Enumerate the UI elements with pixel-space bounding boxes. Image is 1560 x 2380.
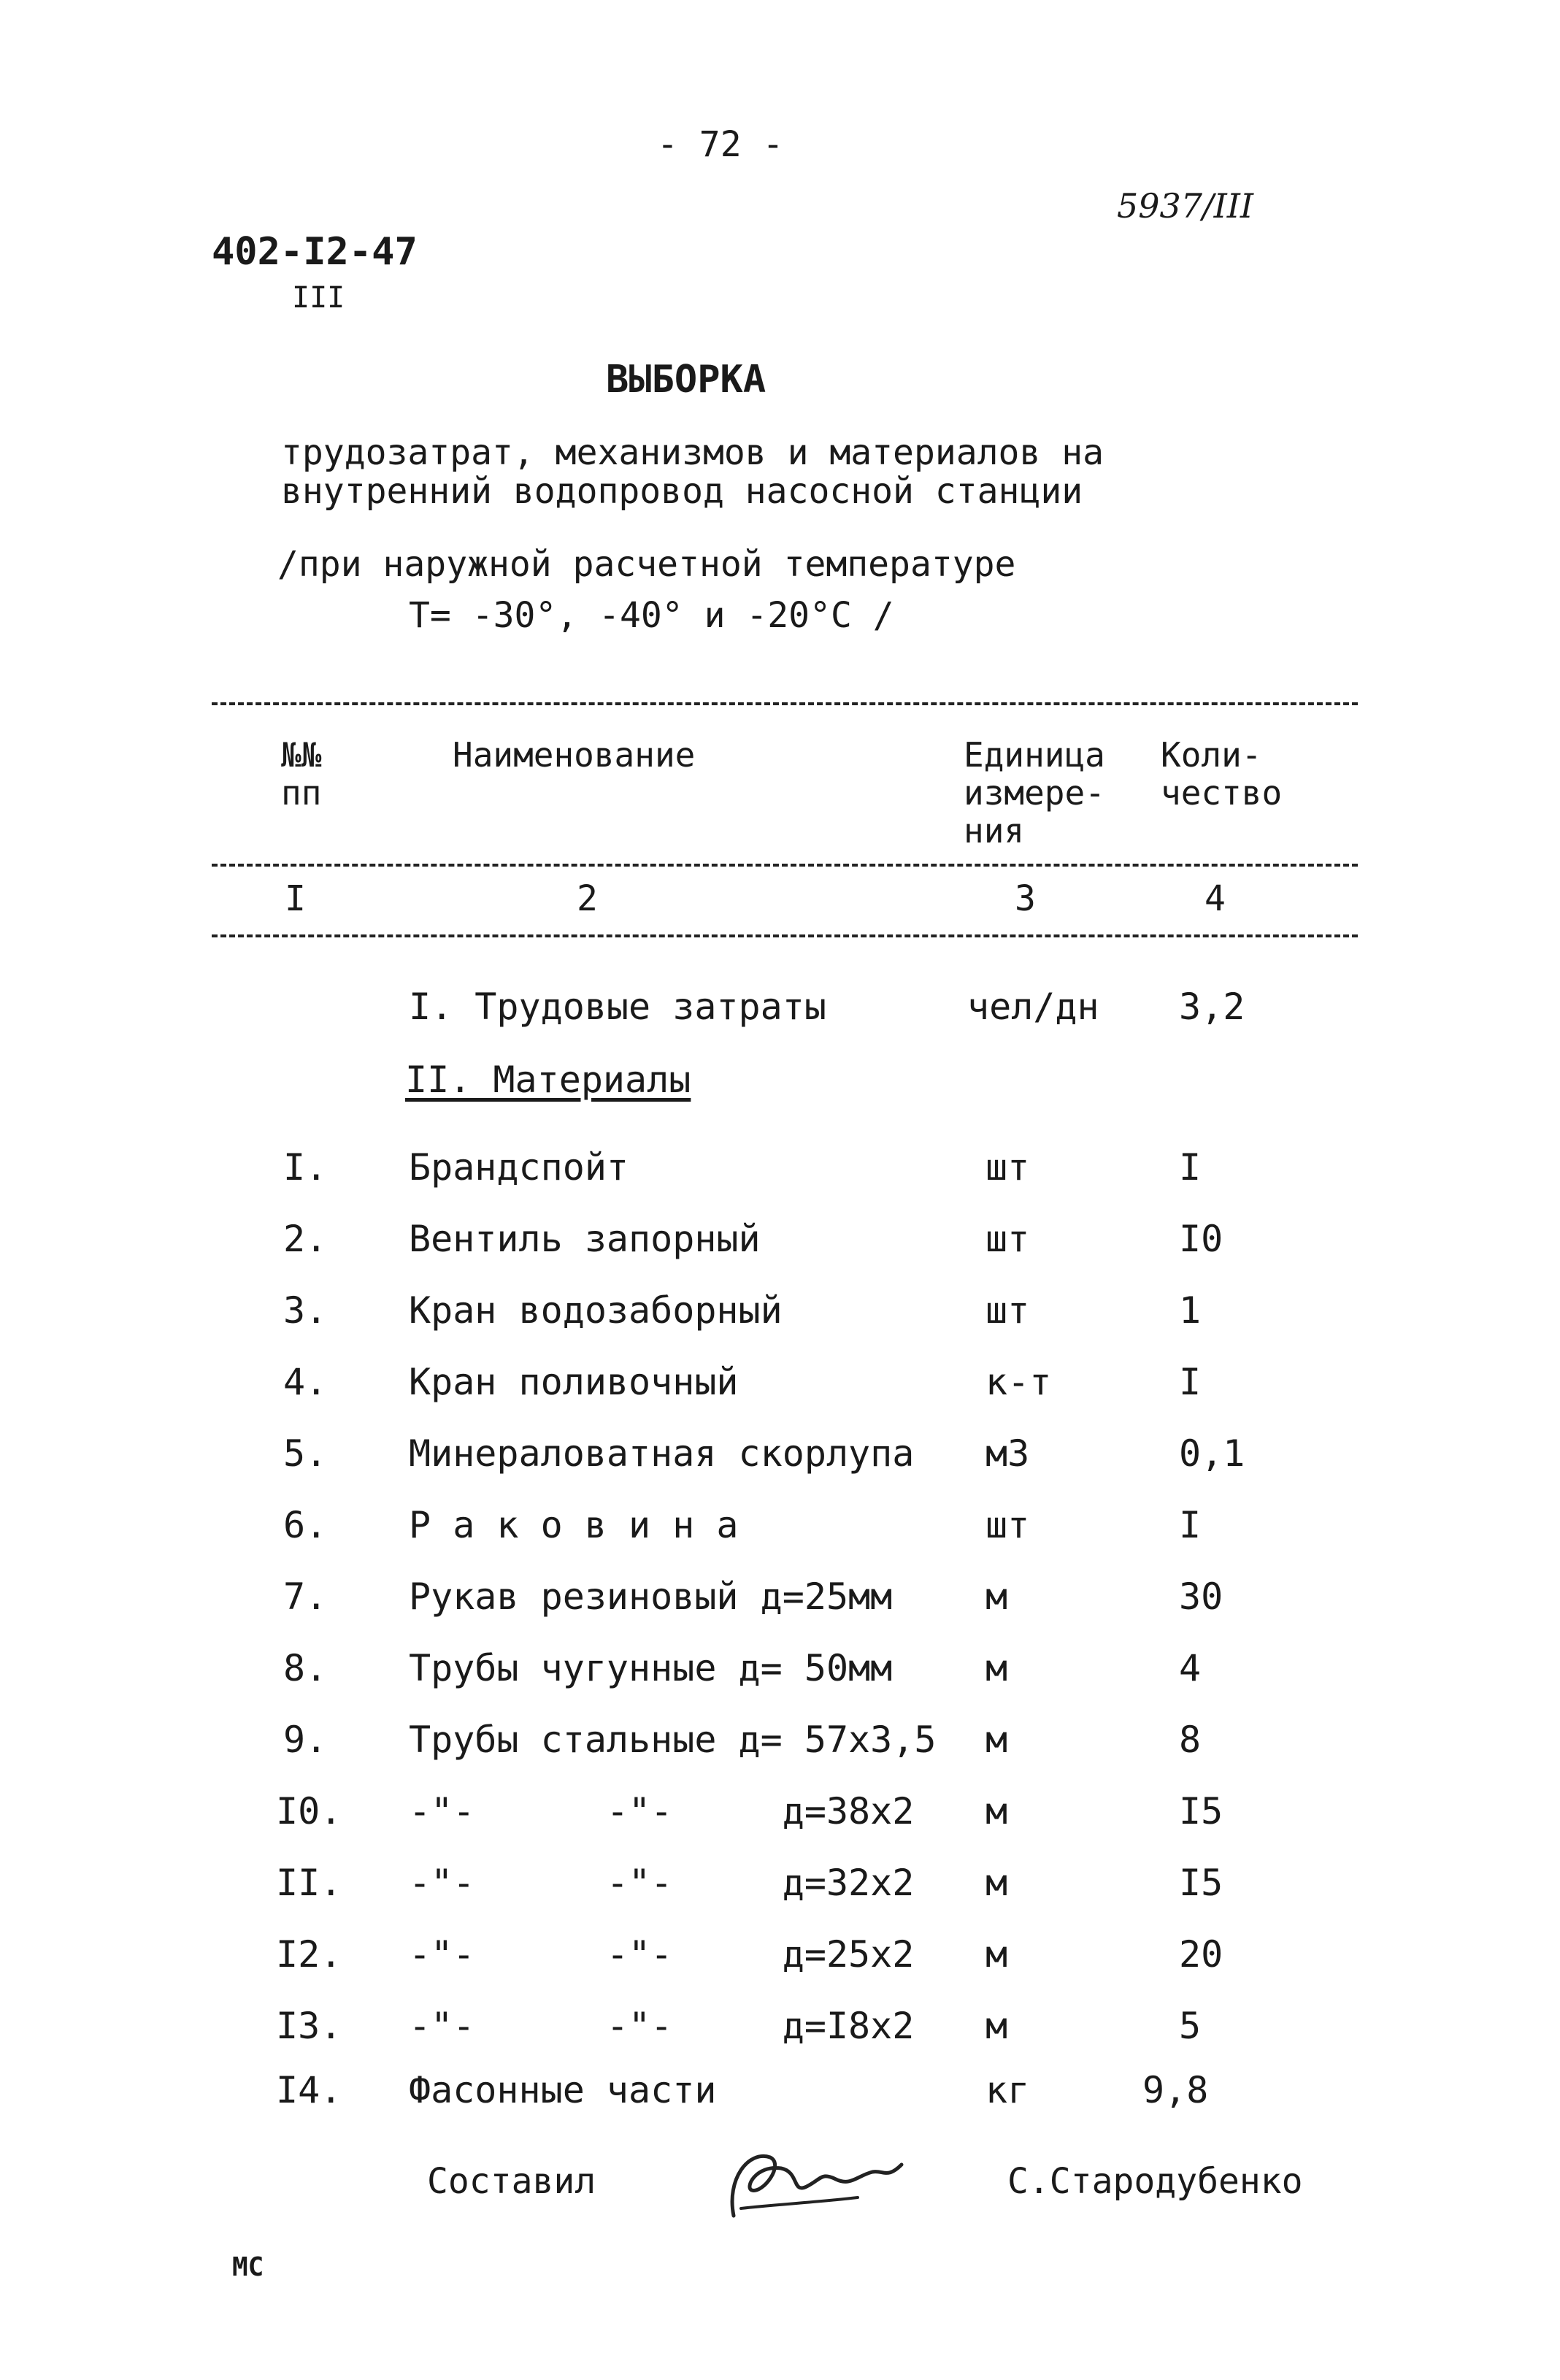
row-number: 5. (283, 1432, 328, 1475)
row-name: Р а к о в и н а (409, 1504, 739, 1546)
table-row (0, 2069, 1560, 2120)
subtitle-line-2: внутренний водопровод насосной станции (281, 471, 1083, 512)
row-name: Рукав резиновый д=25мм (409, 1575, 893, 1618)
row-number: 7. (283, 1575, 328, 1618)
row-number: 3. (283, 1289, 328, 1332)
row-unit: м (985, 1647, 1008, 1689)
table-row (0, 1862, 1560, 1913)
row-quantity: 30 (1179, 1575, 1223, 1618)
initials: МС (232, 2252, 264, 2282)
row-unit: м (985, 1862, 1008, 1904)
table-row (0, 1933, 1560, 1984)
section-labor (0, 986, 1560, 1037)
row-name: Кран поливочный (409, 1361, 739, 1403)
header-quantity: Коли- чество (1161, 735, 1283, 813)
row-quantity: 1 (1179, 1289, 1202, 1332)
column-number-rule (212, 934, 1358, 937)
row-quantity: I0 (1179, 1218, 1223, 1260)
table-row (0, 1719, 1560, 1770)
row-name: Трубы чугунные д= 50мм (409, 1647, 893, 1689)
table-row (0, 1575, 1560, 1627)
row-number: I4. (276, 2069, 342, 2111)
row-number: 2. (283, 1218, 328, 1260)
row-name: -"- -"- д=38х2 (409, 1790, 915, 1832)
row-unit: м (985, 2005, 1008, 2047)
row-name: Фасонные части (409, 2069, 717, 2111)
row-quantity: I5 (1179, 1790, 1223, 1832)
compiler-name: С.Стародубенко (1007, 2161, 1303, 2202)
row-quantity: 4 (1179, 1647, 1202, 1689)
compiled-label: Составил (427, 2161, 596, 2202)
row-name: Трубы стальные д= 57х3,5 (409, 1719, 937, 1761)
row-number: I2. (276, 1933, 342, 1976)
table-row (0, 1790, 1560, 1841)
condition-line-2: Т= -30°, -40° и -20°С / (409, 595, 894, 636)
row-name: Минераловатная скорлупа (409, 1432, 915, 1475)
table-row (0, 2005, 1560, 2056)
sheet-reference: 5937/III (1117, 186, 1254, 226)
section-quantity: 3,2 (1179, 986, 1245, 1028)
row-number: I0. (276, 1790, 342, 1832)
section-label: I. Трудовые затраты (409, 986, 826, 1028)
row-quantity: 5 (1179, 2005, 1202, 2047)
row-quantity: 0,1 (1179, 1432, 1245, 1475)
row-unit: м (985, 1575, 1008, 1618)
row-name: Брандспойт (409, 1146, 629, 1189)
row-number: I3. (276, 2005, 342, 2047)
table-row (0, 1361, 1560, 1412)
row-quantity: I (1179, 1504, 1202, 1546)
section-unit: чел/дн (967, 986, 1099, 1028)
row-number: 4. (283, 1361, 328, 1403)
column-number-2: 2 (577, 878, 598, 919)
page-number: - 72 - (657, 124, 784, 165)
table-row (0, 1218, 1560, 1269)
header-rule (212, 864, 1358, 867)
row-unit: шт (985, 1504, 1030, 1546)
column-number-4: 4 (1204, 878, 1226, 919)
row-unit: м (985, 1933, 1008, 1976)
row-unit: шт (985, 1289, 1030, 1332)
row-quantity: I (1179, 1361, 1202, 1403)
row-name: -"- -"- д=32х2 (409, 1862, 915, 1904)
row-name: Вентиль запорный (409, 1218, 761, 1260)
column-number-1: I (285, 878, 306, 919)
header-name: Наименование (453, 735, 696, 775)
row-number: II. (276, 1862, 342, 1904)
row-name: -"- -"- д=I8х2 (409, 2005, 915, 2047)
row-name: -"- -"- д=25х2 (409, 1933, 915, 1976)
header-unit: Единица измере- ния (964, 735, 1105, 851)
table-row (0, 1432, 1560, 1483)
row-number: I. (283, 1146, 328, 1189)
document-title: ВЫБОРКА (606, 358, 766, 402)
row-unit: м (985, 1790, 1008, 1832)
row-quantity: 8 (1179, 1719, 1202, 1761)
table-row (0, 1504, 1560, 1555)
table-row (0, 1647, 1560, 1698)
table-row (0, 1289, 1560, 1340)
row-number: 6. (283, 1504, 328, 1546)
column-number-3: 3 (1015, 878, 1036, 919)
row-unit: шт (985, 1218, 1030, 1260)
row-unit: м3 (985, 1432, 1030, 1475)
row-unit: шт (985, 1146, 1030, 1189)
section-materials (0, 1059, 1560, 1110)
condition-line-1: /при наружной расчетной температуре (277, 544, 1016, 585)
row-quantity: I (1179, 1146, 1202, 1189)
row-quantity: 9,8 (1142, 2069, 1209, 2111)
document-code: 402-I2-47 (212, 230, 418, 274)
subtitle-line-1: трудозатрат, механизмов и материалов на (281, 432, 1104, 473)
section-label: II. Материалы (405, 1059, 691, 1101)
table-top-rule (212, 702, 1358, 705)
document-code-sub: III (292, 281, 345, 315)
row-quantity: 20 (1179, 1933, 1223, 1976)
row-unit: к-т (985, 1361, 1052, 1403)
row-number: 9. (283, 1719, 328, 1761)
row-unit: кг (985, 2069, 1030, 2111)
signature-icon (712, 2135, 916, 2230)
row-unit: м (985, 1719, 1008, 1761)
row-quantity: I5 (1179, 1862, 1223, 1904)
row-name: Кран водозаборный (409, 1289, 783, 1332)
row-number: 8. (283, 1647, 328, 1689)
header-number: №№ пп (281, 735, 322, 813)
table-row (0, 1146, 1560, 1197)
